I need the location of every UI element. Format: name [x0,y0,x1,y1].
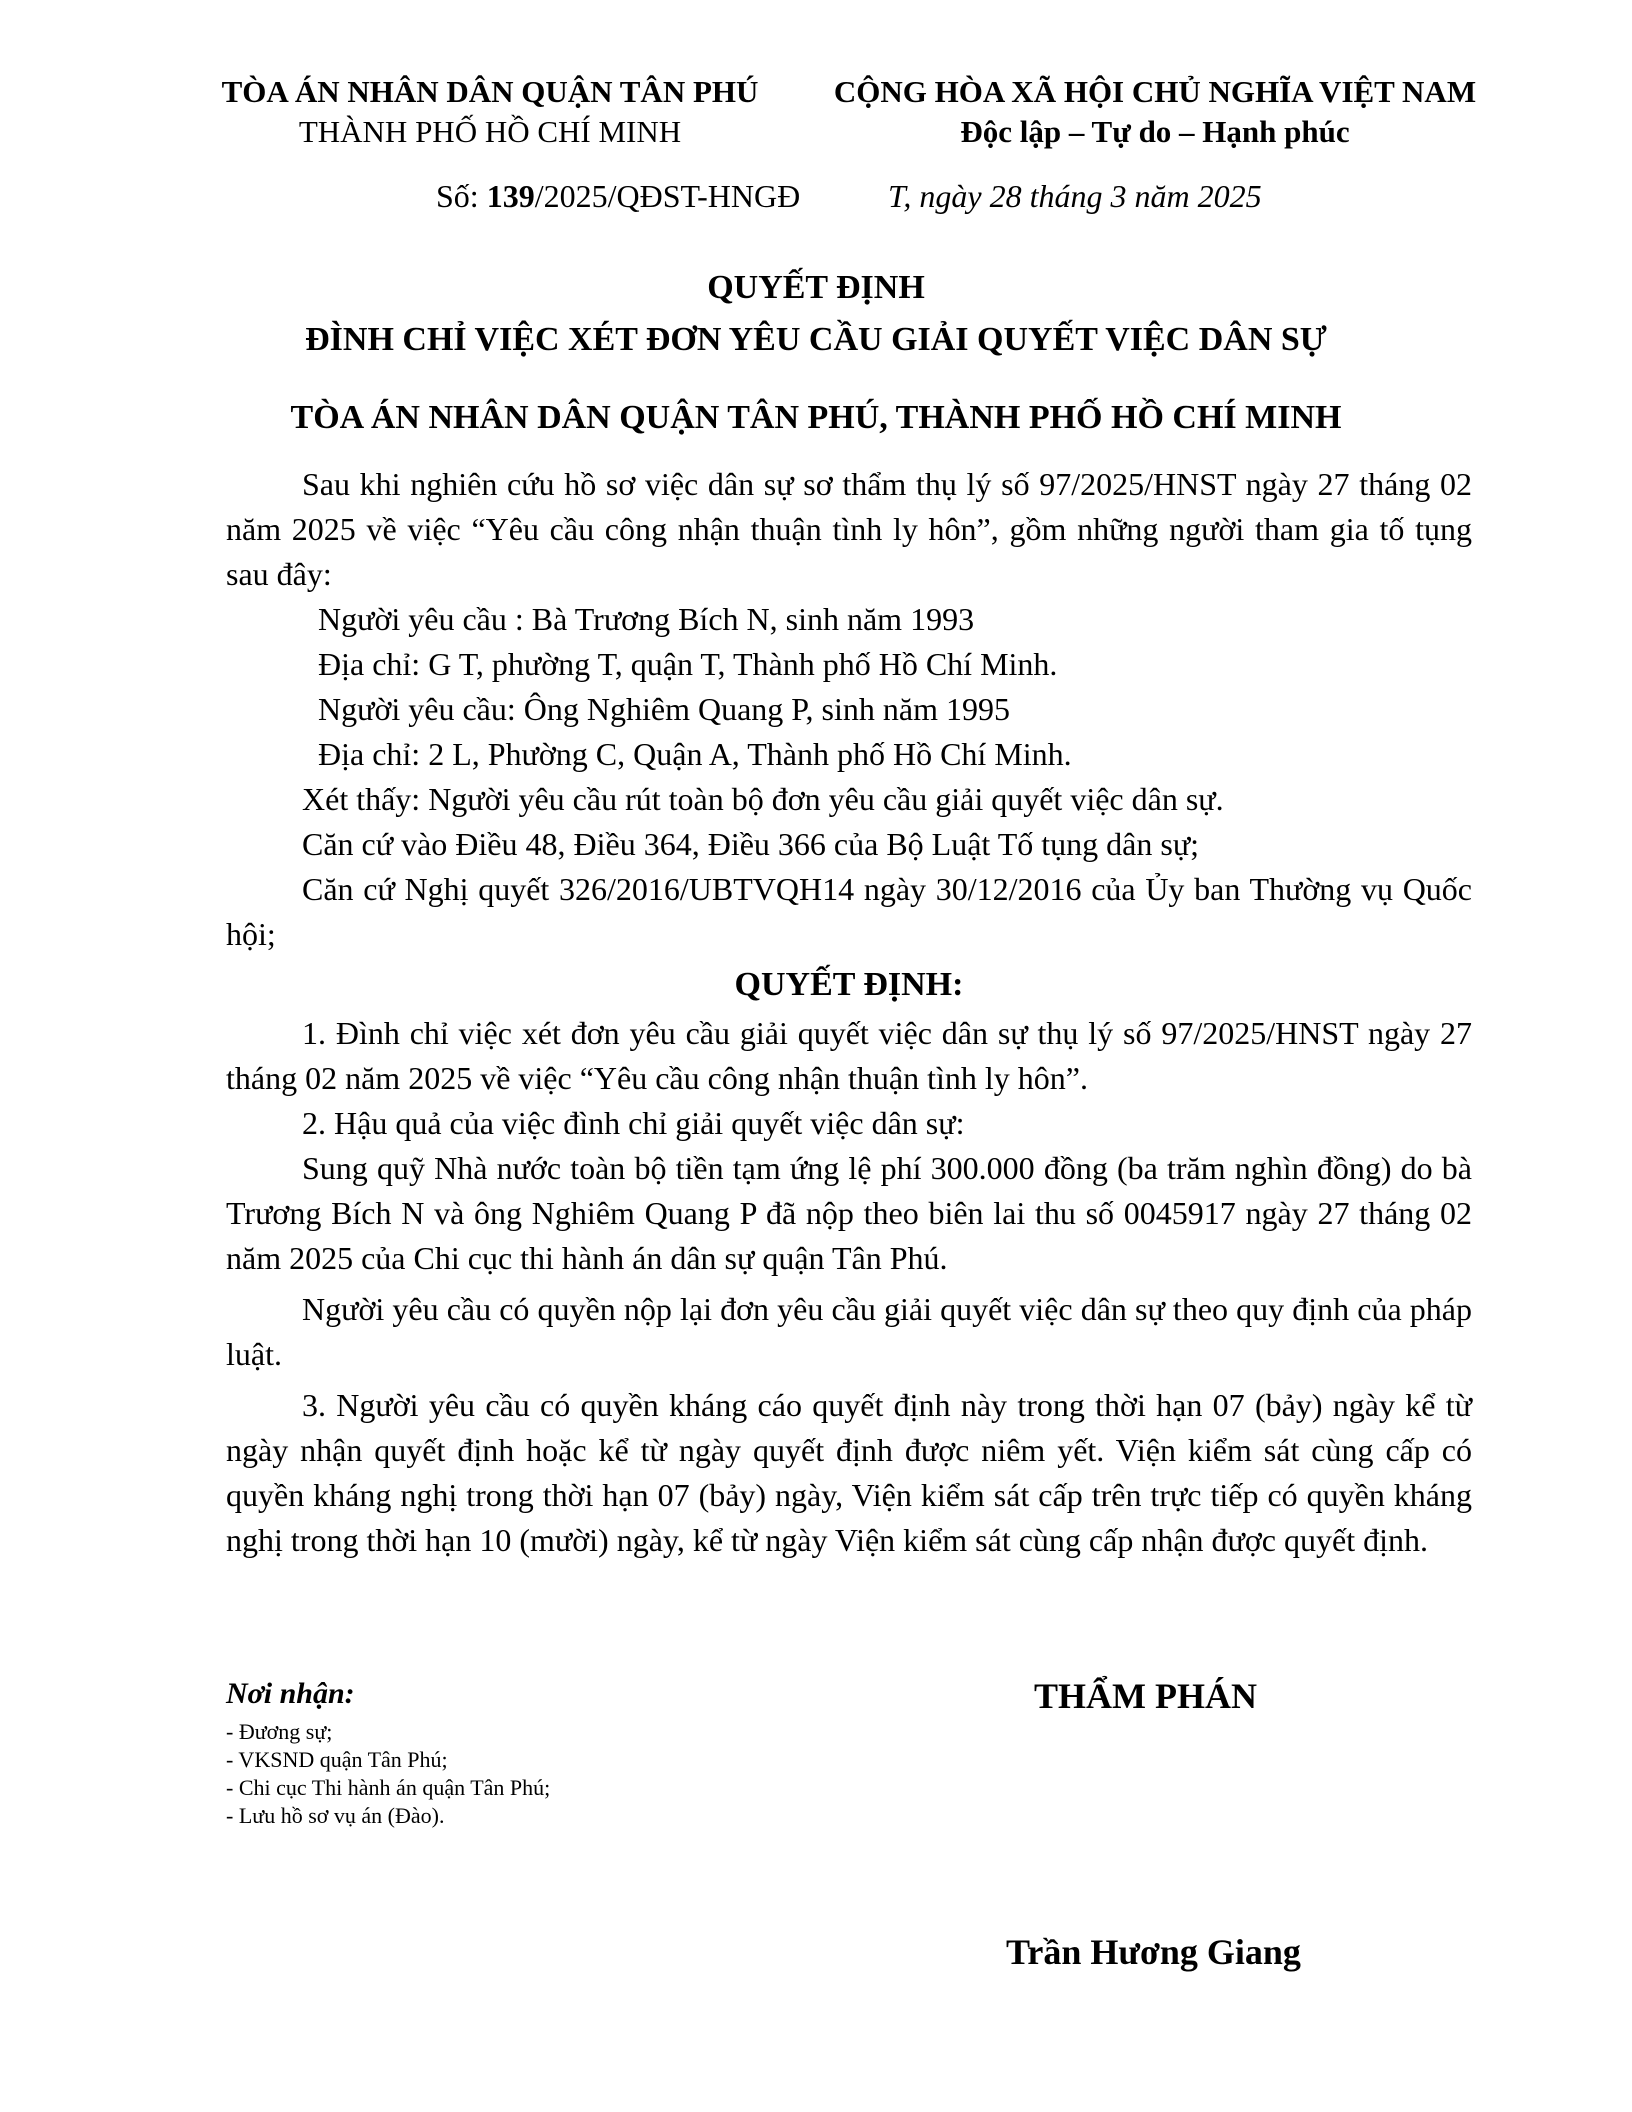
decision-item-2-fee: Sung quỹ Nhà nước toàn bộ tiền tạm ứng lệ phí 300.000 đồng (ba trăm nghìn đồng) do bà Trương Bích N và ông Nghiêm Quang P đã nộp theo biên lai thu số 0045917 ngày 27 tháng 02 năm 2025 của Chi cục thi hành án dân sự quận Tân Phú. [226,1150,1472,1276]
recipients-title [226,1674,355,1714]
recipient-item: - Đương sự; [226,1719,333,1744]
court-full-title: TÒA ÁN NHÂN DÂN QUẬN TÂN PHÚ, THÀNH PHỐ HỒ CHÍ MINH [290,399,1342,436]
legal-basis-2: Căn cứ Nghị quyết 326/2016/UBTVQH14 ngày 30/12/2016 của Ủy ban Thường vụ Quốc hội; [226,871,1472,952]
national-motto: Độc lập – Tự do – Hạnh phúc [960,114,1350,149]
document-subject-title: ĐÌNH CHỈ VIỆC XÉT ĐƠN YÊU CẦU GIẢI QUYẾT VIỆC DÂN SỰ [305,321,1327,358]
recipient-item: - VKSND quận Tân Phú; [226,1747,448,1772]
number-prefix: Số: [436,178,487,214]
recipients-list [226,1718,550,1830]
party-1: Người yêu cầu : Bà Trương Bích N, sinh năm 1993 [318,601,975,637]
consideration: Xét thấy: Người yêu cầu rút toàn bộ đơn yêu cầu giải quyết việc dân sự. [302,781,1224,817]
document-body [226,462,1472,1563]
intro-paragraph: Sau khi nghiên cứu hồ sơ việc dân sự sơ thẩm thụ lý số 97/2025/HNST ngày 27 tháng 02 năm 2025 về việc “Yêu cầu công nhận thuận tình ly hôn”, gồm những người tham gia tố tụng sau đây: [226,466,1472,592]
number-suffix: /2025/QĐST-HNGĐ [534,178,801,214]
party-1-address: Địa chỉ: G T, phường T, quận T, Thành phố Hồ Chí Minh. [318,646,1058,682]
court-city: THÀNH PHỐ HỒ CHÍ MINH [298,114,682,149]
issuing-court-block [190,72,790,152]
document-date: T, ngày 28 tháng 3 năm 2025 [888,178,1262,214]
recipient-item: - Lưu hồ sơ vụ án (Đào). [226,1803,445,1828]
decision-item-2-right: Người yêu cầu có quyền nộp lại đơn yêu cầu giải quyết việc dân sự theo quy định của pháp luật. [226,1291,1472,1372]
recipient-item: - Chi cục Thi hành án quận Tân Phú; [226,1775,551,1800]
recipients-title-colon: : [344,1677,355,1710]
number-bold: 139 [486,178,535,214]
decision-item-3: 3. Người yêu cầu có quyền kháng cáo quyết định này trong thời hạn 07 (bảy) ngày kể từ ngày nhận quyết định hoặc kể từ ngày quyết định được niêm yết. Viện kiểm sát cùng cấp có quyền kháng nghị trong thời hạn 07 (bảy) ngày, Viện kiểm sát cấp trên trực tiếp có quyền kháng nghị trong thời hạn 10 (mười) ngày, kể từ ngày Viện kiểm sát cùng cấp nhận được quyết định. [226,1387,1472,1558]
party-2: Người yêu cầu: Ông Nghiêm Quang P, sinh năm 1995 [318,691,1010,727]
signer-role: THẨM PHÁN [1034,1676,1257,1716]
decision-item-1: 1. Đình chỉ việc xét đơn yêu cầu giải quyết việc dân sự thụ lý số 97/2025/HNST ngày 27 tháng 02 năm 2025 về việc “Yêu cầu công nhận thuận tình ly hôn”. [226,1015,1472,1096]
court-name: TÒA ÁN NHÂN DÂN QUẬN TÂN PHÚ [221,74,759,109]
decides-heading: QUYẾT ĐỊNH: [734,966,964,1003]
legal-basis-1: Căn cứ vào Điều 48, Điều 364, Điều 366 của Bộ Luật Tố tụng dân sự; [302,826,1200,862]
document-type-title: QUYẾT ĐỊNH [707,269,925,306]
signer-name: Trần Hương Giang [1006,1932,1301,1972]
document-number [436,176,800,216]
recipients-title-text: Nơi nhận [226,1677,345,1710]
country-name: CỘNG HÒA XÃ HỘI CHỦ NGHĨA VIỆT NAM [833,74,1477,109]
party-2-address: Địa chỉ: 2 L, Phường C, Quận A, Thành phố Hồ Chí Minh. [318,736,1072,772]
decision-item-2: 2. Hậu quả của việc đình chỉ giải quyết việc dân sự: [302,1105,965,1141]
national-motto-block [810,72,1500,152]
